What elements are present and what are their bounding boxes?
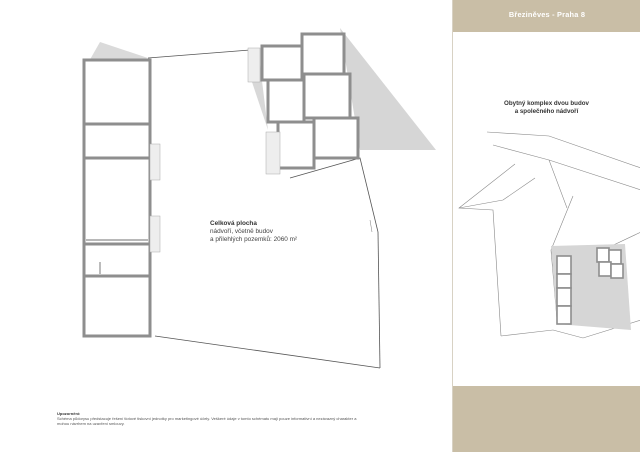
area-line-2: a přilehlých pozemků: 2060 m² bbox=[210, 236, 298, 243]
desc-line-1: Obytný komplex dvou budov bbox=[504, 100, 589, 107]
area-title: Celková plocha bbox=[210, 220, 257, 227]
sidebar-panel bbox=[452, 0, 640, 452]
sidebar-title: Březiněves - Praha 8 bbox=[508, 10, 586, 19]
area-info bbox=[210, 220, 297, 244]
sidebar-footer-band bbox=[453, 386, 640, 452]
disclaimer-note bbox=[57, 411, 357, 426]
desc-line-2: a společného nádvoří bbox=[514, 108, 579, 115]
area-line-1: nádvoří, včetně budov bbox=[210, 228, 273, 235]
note-text: Schéma půdorysu předstacuje řešení tlotové tiskovní jednotky pro marketingové účely. Veškeré údaje v tomto schématu mají pouze informativní a nezávazný charakter a mohou návrhem na uzavření smlouvy. bbox=[57, 416, 357, 426]
location-map bbox=[453, 0, 640, 452]
note-heading: Upozornění: bbox=[57, 411, 81, 416]
